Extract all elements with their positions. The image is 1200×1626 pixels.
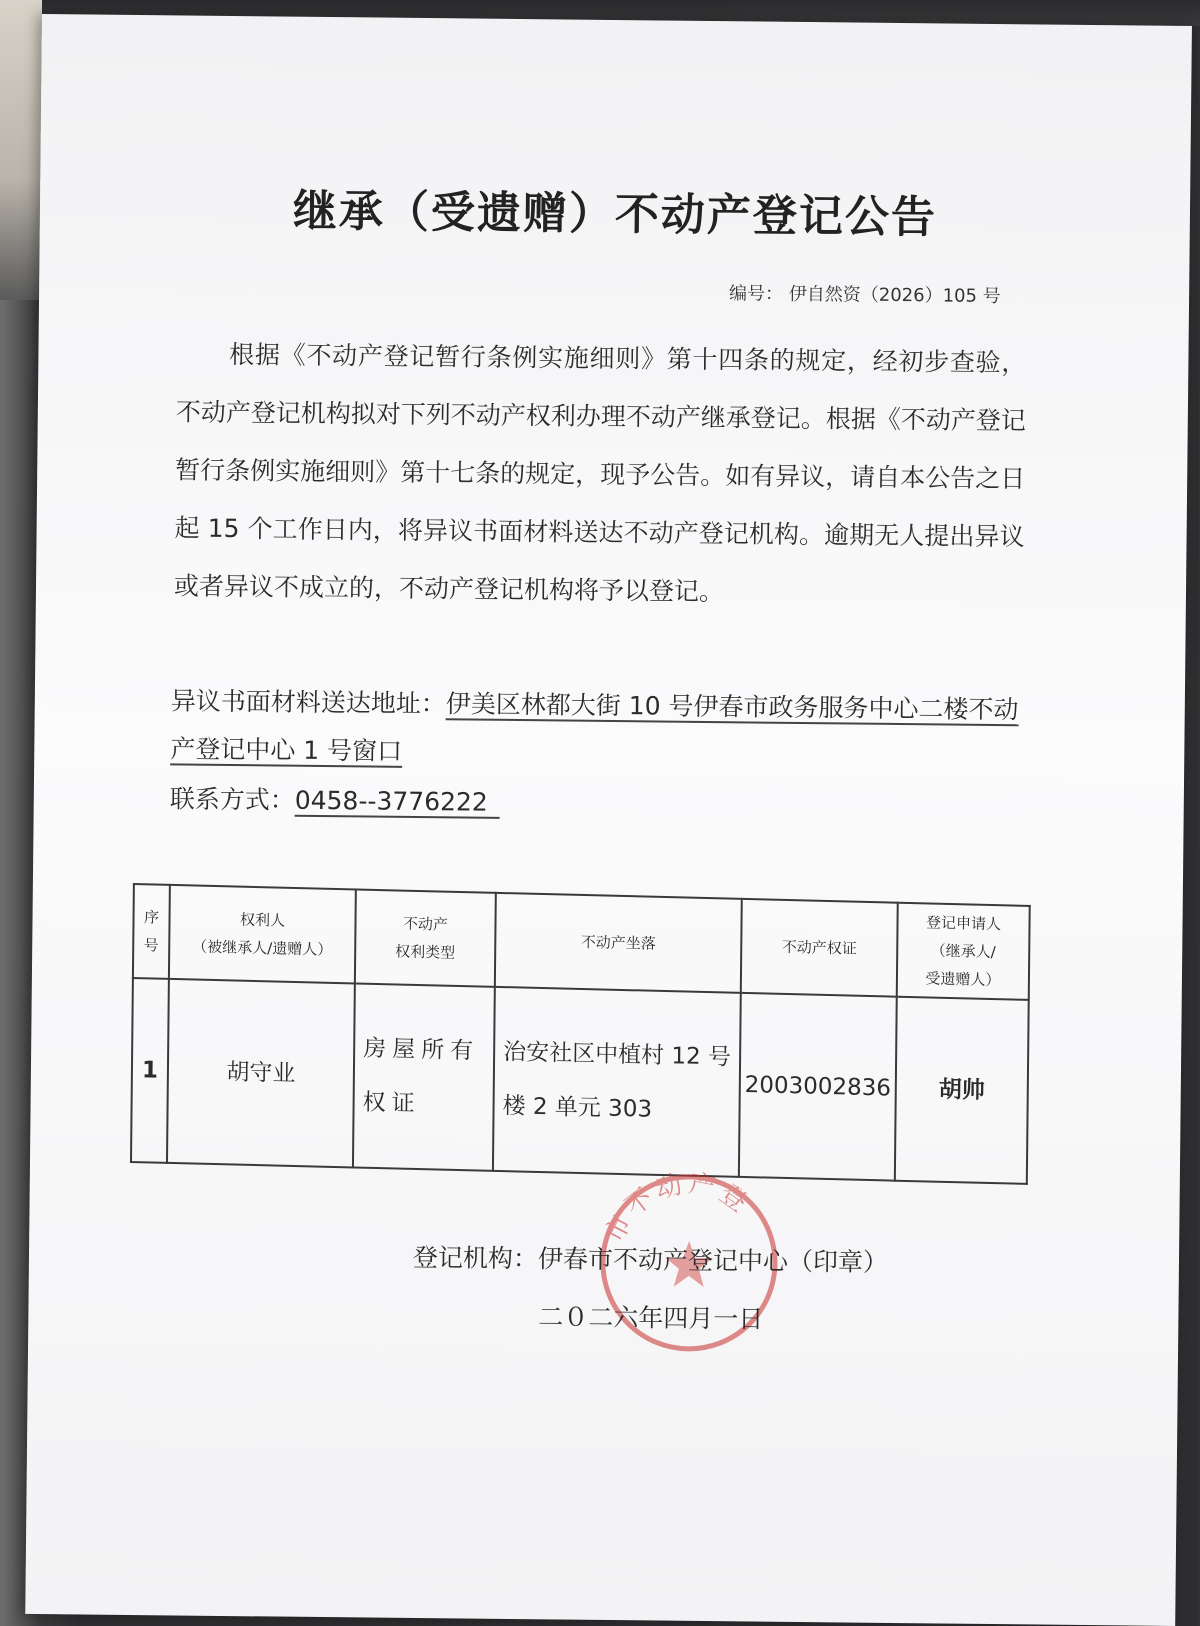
address-value: 伊美区林都大街 10 号伊春市政务服务中心二楼不动产登记中心 1 号窗口 — [170, 689, 1019, 766]
cell-right-type: 房屋所有权证 — [353, 983, 495, 1170]
header-holder: 权利人 （被继承人/遗赠人） — [169, 885, 356, 984]
table-row — [131, 978, 1029, 1184]
contact-label: 联系方式： — [169, 784, 295, 815]
header-certificate: 不动产权证 — [741, 899, 898, 997]
cell-location: 治安社区中植村 12 号楼 2 单元 303 — [493, 987, 741, 1177]
signature-line: 登记机构：伊春市不动产登记中心（印章） — [412, 1242, 889, 1277]
registration-table — [130, 883, 1031, 1185]
cell-certificate: 2003002836 — [739, 993, 897, 1181]
header-right-type: 不动产 权利类型 — [355, 889, 496, 986]
document-number: 编号： 伊自然资（2026）105 号 — [728, 283, 1001, 308]
notice-paper — [25, 14, 1192, 1626]
notice-date: 二０二六年四月一日 — [538, 1302, 764, 1334]
seal-text: 市不动产登 — [599, 1168, 756, 1248]
notice-body — [174, 325, 1027, 624]
header-location: 不动产坐落 — [495, 893, 742, 993]
header-applicant: 登记申请人 （继承人/ 受遗赠人） — [897, 903, 1030, 1000]
objection-address — [170, 677, 1031, 782]
svg-text:市不动产登 — [599, 1168, 755, 1249]
contact-value: 0458--3776222 — [295, 786, 500, 819]
cell-applicant: 胡帅 — [895, 997, 1029, 1184]
desk-background-corner — [0, 0, 42, 300]
notice-body-text: 根据《不动产登记暂行条例实施细则》第十四条的规定，经初步查验，不动产登记机构拟对下列不动产权利办理不动产继承登记。根据《不动产登记暂行条例实施细则》第十七条的规定，现予公告。如有异议，请自本公告之日起 15 个工作日内，将异议书面材料送达不动产登记机构。逾期无人提出异议或者异议不成立的，不动产登记机构将予以登记。 — [173, 339, 1027, 607]
address-label: 异议书面材料送达地址： — [170, 686, 446, 719]
cell-seq: 1 — [131, 978, 169, 1163]
header-seq: 序 号 — [133, 884, 170, 979]
contact-info — [170, 779, 500, 818]
page-title: 继承（受遗赠）不动产登记公告 — [292, 185, 938, 244]
cell-holder: 胡守业 — [167, 979, 355, 1168]
